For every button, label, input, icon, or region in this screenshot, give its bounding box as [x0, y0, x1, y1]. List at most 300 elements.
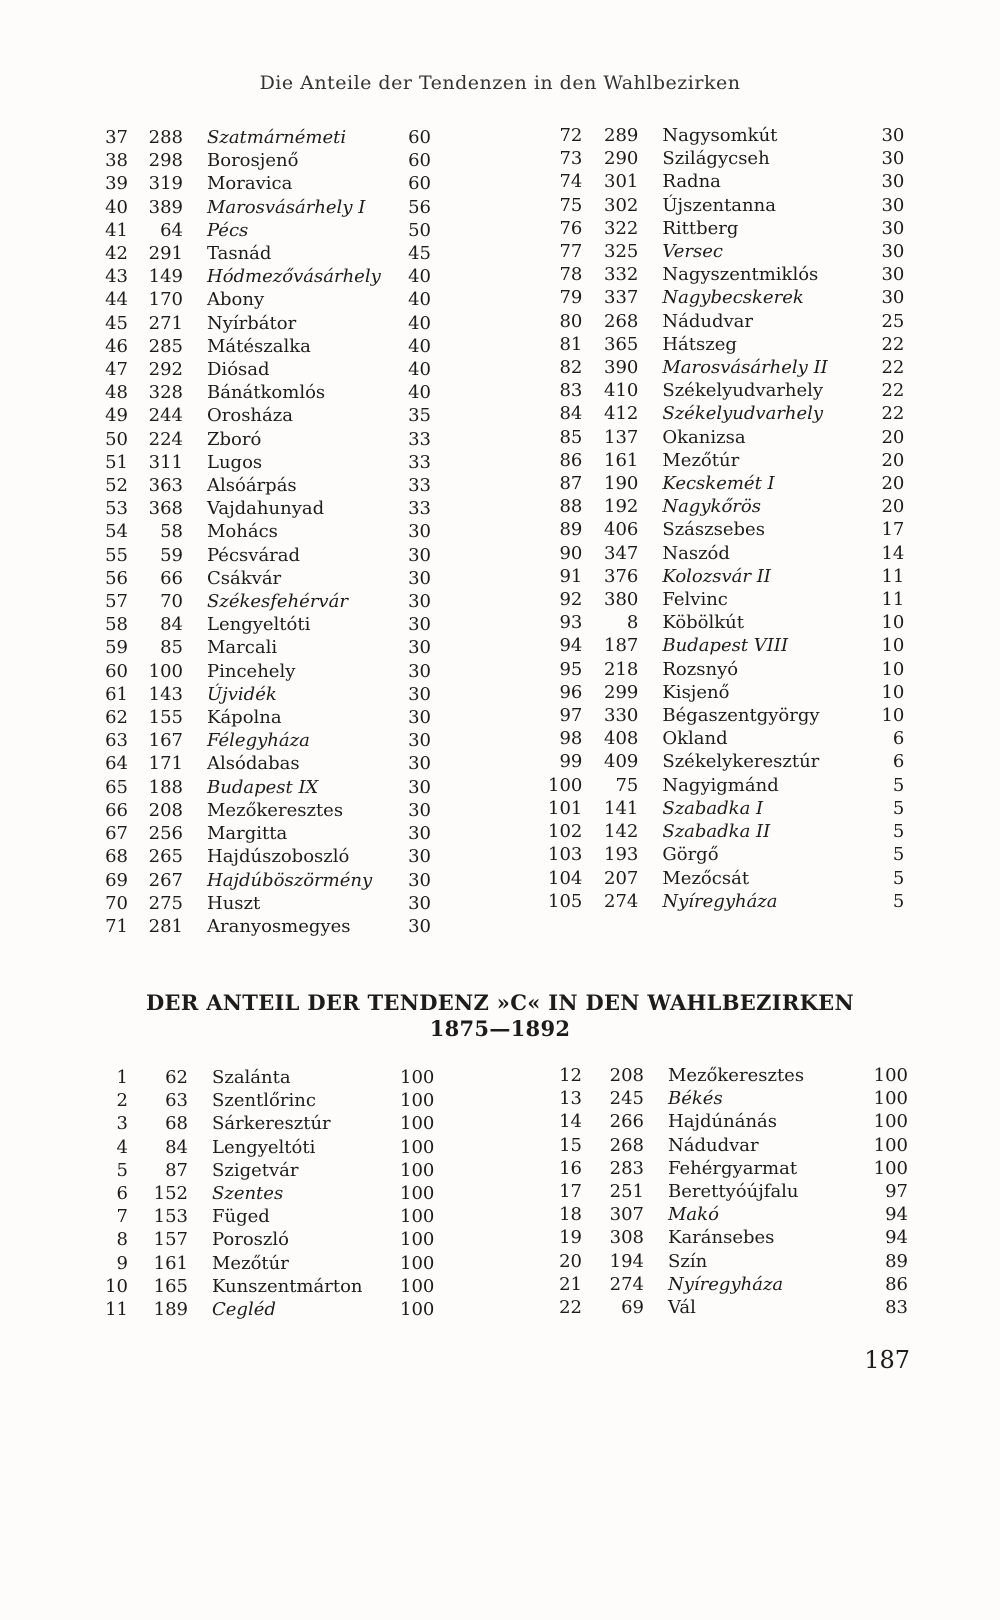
district-table — [548, 1064, 908, 1319]
district-number: 70 — [160, 591, 183, 613]
district-name: Nádudvar — [668, 1134, 759, 1156]
district-name: Szentes — [212, 1183, 284, 1205]
rank-number: 6 — [116, 1183, 128, 1205]
rank-number: 66 — [105, 799, 128, 821]
table-row — [548, 542, 904, 565]
district-name: Székelyudvarhely — [662, 403, 824, 425]
section-title — [0, 990, 1000, 1042]
district-table — [100, 126, 431, 938]
table-row — [548, 1110, 908, 1133]
table-row — [548, 310, 904, 333]
district-name: Szentlőrinc — [212, 1090, 316, 1112]
district-name: Kunszentmárton — [212, 1275, 363, 1297]
district-number: 299 — [604, 681, 639, 703]
table-row — [548, 681, 904, 704]
table-row — [548, 426, 904, 449]
table-row — [100, 381, 431, 404]
rank-number: 47 — [105, 359, 128, 381]
rank-number: 82 — [559, 357, 583, 379]
rank-number: 96 — [559, 681, 583, 703]
percentage-value: 40 — [408, 382, 431, 404]
percentage-value: 94 — [885, 1227, 908, 1249]
table-row — [548, 1250, 908, 1273]
district-name: Fehérgyarmat — [668, 1157, 798, 1179]
rank-number: 56 — [105, 567, 128, 589]
district-number: 100 — [148, 660, 183, 682]
table-row — [100, 265, 431, 288]
percentage-value: 33 — [408, 451, 431, 473]
percentage-value: 30 — [408, 683, 431, 705]
table-row — [548, 704, 904, 727]
district-name: Bégaszentgyörgy — [662, 705, 820, 727]
percentage-value: 22 — [881, 357, 905, 379]
table-row — [100, 335, 431, 358]
district-number: 193 — [604, 844, 639, 866]
district-name: Kecskemét I — [662, 473, 775, 495]
rank-number: 93 — [559, 612, 583, 634]
rank-number: 44 — [105, 289, 128, 311]
rank-number: 51 — [105, 451, 128, 473]
district-name: Szigetvár — [212, 1159, 299, 1181]
district-name: Füged — [212, 1206, 270, 1228]
district-number: 224 — [148, 428, 183, 450]
rank-number: 62 — [105, 707, 128, 729]
rank-number: 65 — [105, 776, 128, 798]
rank-number: 49 — [105, 405, 128, 427]
district-number: 268 — [609, 1134, 644, 1156]
percentage-value: 10 — [881, 612, 905, 634]
rank-number: 92 — [559, 589, 583, 611]
district-number: 266 — [609, 1111, 644, 1133]
district-name: Székelykeresztúr — [662, 751, 820, 773]
district-name: Nagykőrös — [662, 496, 761, 518]
district-name: Mezőtúr — [212, 1252, 289, 1274]
district-number: 207 — [604, 867, 639, 889]
district-name: Félegyháza — [207, 730, 310, 752]
district-name: Lengyeltóti — [207, 614, 311, 636]
rank-number: 70 — [105, 892, 128, 914]
section2-right-column — [548, 1064, 908, 1319]
district-name: Mezőkeresztes — [668, 1065, 805, 1086]
percentage-value: 56 — [408, 196, 431, 218]
district-number: 58 — [160, 521, 183, 543]
rank-number: 76 — [559, 217, 583, 239]
percentage-value: 100 — [400, 1113, 435, 1135]
percentage-value: 30 — [408, 521, 431, 543]
table-row — [100, 312, 431, 335]
percentage-value: 100 — [873, 1065, 908, 1086]
table-row — [100, 451, 431, 474]
table-row — [548, 356, 904, 379]
district-name: Radna — [662, 171, 721, 193]
district-name: Makó — [668, 1204, 719, 1226]
table-row — [100, 636, 431, 659]
table-row — [100, 1252, 448, 1275]
percentage-value: 30 — [881, 241, 905, 263]
district-name: Mezőkeresztes — [207, 799, 344, 821]
district-number: 190 — [604, 473, 639, 495]
table-row — [100, 404, 431, 427]
percentage-value: 10 — [881, 635, 905, 657]
district-name: Nagyszentmiklós — [662, 264, 819, 286]
rank-number: 77 — [559, 241, 583, 263]
percentage-value: 20 — [881, 449, 905, 471]
district-name: Alsóárpás — [207, 475, 297, 497]
district-number: 291 — [148, 243, 183, 265]
district-number: 149 — [148, 266, 183, 288]
percentage-value: 30 — [881, 125, 905, 146]
rank-number: 10 — [105, 1275, 128, 1297]
percentage-value: 30 — [408, 869, 431, 891]
district-table — [100, 1066, 448, 1321]
rank-number: 3 — [116, 1113, 128, 1135]
district-name: Felvinc — [662, 589, 728, 611]
rank-number: 7 — [116, 1206, 128, 1228]
district-number: 302 — [604, 194, 639, 216]
district-number: 290 — [604, 148, 639, 170]
table-row — [548, 843, 904, 866]
rank-number: 8 — [116, 1229, 128, 1251]
district-number: 271 — [148, 312, 183, 334]
district-number: 189 — [153, 1299, 188, 1321]
table-row — [100, 706, 431, 729]
rank-number: 67 — [105, 823, 128, 845]
district-name: Szabadka II — [662, 821, 771, 843]
percentage-value: 30 — [408, 730, 431, 752]
district-number: 171 — [148, 753, 183, 775]
percentage-value: 89 — [885, 1250, 908, 1272]
percentage-value: 100 — [400, 1275, 435, 1297]
district-name: Szászsebes — [662, 519, 765, 541]
percentage-value: 100 — [400, 1090, 435, 1112]
district-name: Lugos — [207, 451, 263, 473]
district-name: Kisjenő — [662, 681, 730, 703]
district-number: 85 — [160, 637, 183, 659]
district-number: 319 — [148, 173, 183, 195]
rank-number: 71 — [105, 915, 128, 937]
district-number: 157 — [153, 1229, 188, 1251]
percentage-value: 100 — [873, 1111, 908, 1133]
district-name: Naszód — [662, 542, 730, 564]
percentage-value: 100 — [400, 1229, 435, 1251]
rank-number: 4 — [116, 1136, 128, 1158]
percentage-value: 40 — [408, 266, 431, 288]
percentage-value: 30 — [881, 194, 905, 216]
district-name: Hódmezővásárhely — [207, 266, 381, 288]
district-number: 285 — [148, 335, 183, 357]
rank-number: 41 — [105, 219, 128, 241]
percentage-value: 14 — [881, 542, 905, 564]
rank-number: 91 — [559, 565, 583, 587]
district-number: 251 — [609, 1181, 644, 1203]
table-row — [548, 890, 904, 913]
table-row — [100, 869, 431, 892]
percentage-value: 86 — [885, 1273, 908, 1295]
percentage-value: 5 — [892, 844, 905, 866]
district-number: 218 — [604, 658, 639, 680]
district-name: Nyíregyháza — [662, 890, 778, 912]
district-name: Csákvár — [207, 567, 282, 589]
rank-number: 95 — [559, 658, 583, 680]
rank-number: 74 — [559, 171, 583, 193]
district-name: Berettyóújfalu — [668, 1181, 799, 1203]
percentage-value: 10 — [881, 658, 905, 680]
percentage-value: 30 — [408, 614, 431, 636]
rank-number: 52 — [105, 475, 128, 497]
district-name: Huszt — [207, 892, 261, 914]
percentage-value: 20 — [881, 473, 905, 495]
percentage-value: 30 — [881, 264, 905, 286]
district-number: 167 — [148, 730, 183, 752]
table-row — [548, 379, 904, 402]
district-number: 170 — [148, 289, 183, 311]
percentage-value: 33 — [408, 498, 431, 520]
district-name: Pécsvárad — [207, 544, 301, 566]
district-name: Poroszló — [212, 1229, 289, 1251]
percentage-value: 100 — [873, 1134, 908, 1156]
district-name: Marcali — [207, 637, 278, 659]
table-row — [100, 428, 431, 451]
rank-number: 55 — [105, 544, 128, 566]
district-name: Pécs — [207, 219, 249, 241]
district-number: 283 — [609, 1157, 644, 1179]
table-row — [548, 472, 904, 495]
section-title-line: DER ANTEIL DER TENDENZ »C« IN DEN WAHLBEZIRKEN — [146, 990, 854, 1015]
table-row — [100, 1298, 448, 1321]
district-number: 274 — [609, 1273, 644, 1295]
district-name: Cegléd — [212, 1299, 276, 1321]
rank-number: 99 — [559, 751, 583, 773]
table-row — [548, 658, 904, 681]
percentage-value: 30 — [408, 591, 431, 613]
rank-number: 45 — [105, 312, 128, 334]
district-number: 412 — [604, 403, 639, 425]
table-row — [100, 567, 431, 590]
district-number: 63 — [165, 1090, 188, 1112]
district-name: Szilágycseh — [662, 148, 770, 170]
rank-number: 103 — [548, 844, 583, 866]
table-row — [548, 1226, 908, 1249]
district-number: 8 — [626, 612, 639, 634]
rank-number: 105 — [548, 890, 583, 912]
table-row — [548, 1296, 908, 1319]
percentage-value: 30 — [881, 217, 905, 239]
district-number: 365 — [604, 333, 639, 355]
table-row — [100, 613, 431, 636]
district-name: Rozsnyó — [662, 658, 739, 680]
district-number: 322 — [604, 217, 639, 239]
table-row — [548, 286, 904, 309]
percentage-value: 33 — [408, 475, 431, 497]
rank-number: 81 — [559, 333, 583, 355]
table-row — [548, 147, 904, 170]
percentage-value: 22 — [881, 403, 905, 425]
percentage-value: 40 — [408, 312, 431, 334]
percentage-value: 30 — [408, 776, 431, 798]
district-name: Vajdahunyad — [207, 498, 325, 520]
table-row — [548, 1157, 908, 1180]
district-number: 143 — [148, 683, 183, 705]
percentage-value: 10 — [881, 705, 905, 727]
district-number: 406 — [604, 519, 639, 541]
district-number: 244 — [148, 405, 183, 427]
district-name: Orosháza — [207, 405, 293, 427]
section-title-years: 1875—1892 — [429, 1016, 571, 1041]
district-number: 142 — [604, 821, 639, 843]
table-row — [100, 520, 431, 543]
rank-number: 43 — [105, 266, 128, 288]
table-row — [100, 1089, 448, 1112]
district-name: Sárkeresztúr — [212, 1113, 331, 1135]
percentage-value: 5 — [892, 797, 905, 819]
table-row — [548, 797, 904, 820]
rank-number: 39 — [105, 173, 128, 195]
percentage-value: 11 — [881, 565, 905, 587]
table-row — [100, 1205, 448, 1228]
district-number: 187 — [604, 635, 639, 657]
rank-number: 60 — [105, 660, 128, 682]
percentage-value: 5 — [892, 821, 905, 843]
district-number: 409 — [604, 751, 639, 773]
table-row — [548, 495, 904, 518]
table-row — [548, 1134, 908, 1157]
table-row — [548, 217, 904, 240]
district-number: 275 — [148, 892, 183, 914]
percentage-value: 25 — [881, 310, 905, 332]
percentage-value: 40 — [408, 335, 431, 357]
district-name: Szín — [668, 1250, 708, 1272]
district-number: 268 — [604, 310, 639, 332]
district-number: 328 — [148, 382, 183, 404]
table-row — [548, 867, 904, 890]
district-number: 62 — [165, 1067, 188, 1088]
district-name: Hajdúböszörmény — [207, 869, 373, 891]
district-number: 59 — [160, 544, 183, 566]
percentage-value: 17 — [881, 519, 905, 541]
rank-number: 88 — [559, 496, 583, 518]
table-row — [548, 750, 904, 773]
district-name: Pincehely — [207, 660, 296, 682]
table-row — [548, 774, 904, 797]
rank-number: 79 — [559, 287, 583, 309]
district-name: Mohács — [207, 521, 278, 543]
percentage-value: 60 — [408, 173, 431, 195]
district-name: Nyíregyháza — [668, 1273, 784, 1295]
table-row — [100, 845, 431, 868]
district-number: 274 — [604, 890, 639, 912]
rank-number: 16 — [559, 1157, 582, 1179]
rank-number: 20 — [559, 1250, 582, 1272]
district-number: 301 — [604, 171, 639, 193]
rank-number: 72 — [559, 125, 583, 146]
table-row — [100, 497, 431, 520]
rank-number: 9 — [116, 1252, 128, 1274]
percentage-value: 5 — [892, 867, 905, 889]
table-row — [548, 820, 904, 843]
district-name: Nagysomkút — [662, 125, 778, 146]
rank-number: 13 — [559, 1088, 582, 1110]
district-number: 311 — [148, 451, 183, 473]
percentage-value: 100 — [873, 1157, 908, 1179]
rank-number: 63 — [105, 730, 128, 752]
percentage-value: 30 — [408, 846, 431, 868]
rank-number: 2 — [116, 1090, 128, 1112]
rank-number: 61 — [105, 683, 128, 705]
district-number: 194 — [609, 1250, 644, 1272]
rank-number: 19 — [559, 1227, 582, 1249]
rank-number: 90 — [559, 542, 583, 564]
district-name: Aranyosmegyes — [207, 915, 351, 937]
table-row — [548, 402, 904, 425]
district-number: 332 — [604, 264, 639, 286]
district-number: 330 — [604, 705, 639, 727]
percentage-value: 83 — [885, 1297, 908, 1319]
table-row — [100, 590, 431, 613]
table-row — [548, 1203, 908, 1226]
rank-number: 64 — [105, 753, 128, 775]
district-number: 208 — [148, 799, 183, 821]
district-name: Borosjenő — [207, 150, 299, 172]
district-name: Marosvásárhely I — [207, 196, 366, 218]
district-name: Görgő — [662, 844, 719, 866]
rank-number: 83 — [559, 380, 583, 402]
district-number: 66 — [160, 567, 183, 589]
percentage-value: 20 — [881, 426, 905, 448]
table-row — [100, 1112, 448, 1135]
table-row — [548, 565, 904, 588]
percentage-value: 20 — [881, 496, 905, 518]
rank-number: 104 — [548, 867, 583, 889]
table-row — [100, 1159, 448, 1182]
district-number: 337 — [604, 287, 639, 309]
table-row — [548, 588, 904, 611]
district-name: Moravica — [207, 173, 293, 195]
table-row — [100, 776, 431, 799]
district-name: Nagyigmánd — [662, 774, 779, 796]
rank-number: 59 — [105, 637, 128, 659]
district-number: 208 — [609, 1065, 644, 1086]
district-name: Abony — [207, 289, 265, 311]
percentage-value: 35 — [408, 405, 431, 427]
rank-number: 68 — [105, 846, 128, 868]
district-number: 87 — [165, 1159, 188, 1181]
table-row — [100, 474, 431, 497]
table-row — [100, 219, 431, 242]
district-number: 161 — [604, 449, 639, 471]
district-number: 141 — [604, 797, 639, 819]
table-row — [548, 240, 904, 263]
district-name: Versec — [662, 241, 723, 263]
district-number: 165 — [153, 1275, 188, 1297]
district-number: 325 — [604, 241, 639, 263]
district-name: Szatmárnémeti — [207, 127, 347, 148]
rank-number: 5 — [116, 1159, 128, 1181]
table-row — [100, 1182, 448, 1205]
district-name: Budapest VIII — [662, 635, 789, 657]
rank-number: 75 — [559, 194, 583, 216]
district-name: Rittberg — [662, 217, 739, 239]
table-row — [100, 126, 431, 149]
running-head: Die Anteile der Tendenzen in den Wahlbezirken — [259, 72, 741, 94]
percentage-value: 30 — [408, 707, 431, 729]
rank-number: 21 — [559, 1273, 582, 1295]
table-row — [548, 170, 904, 193]
district-number: 245 — [609, 1088, 644, 1110]
district-number: 84 — [165, 1136, 188, 1158]
percentage-value: 30 — [408, 823, 431, 845]
percentage-value: 97 — [885, 1181, 908, 1203]
table-row — [100, 1066, 448, 1089]
